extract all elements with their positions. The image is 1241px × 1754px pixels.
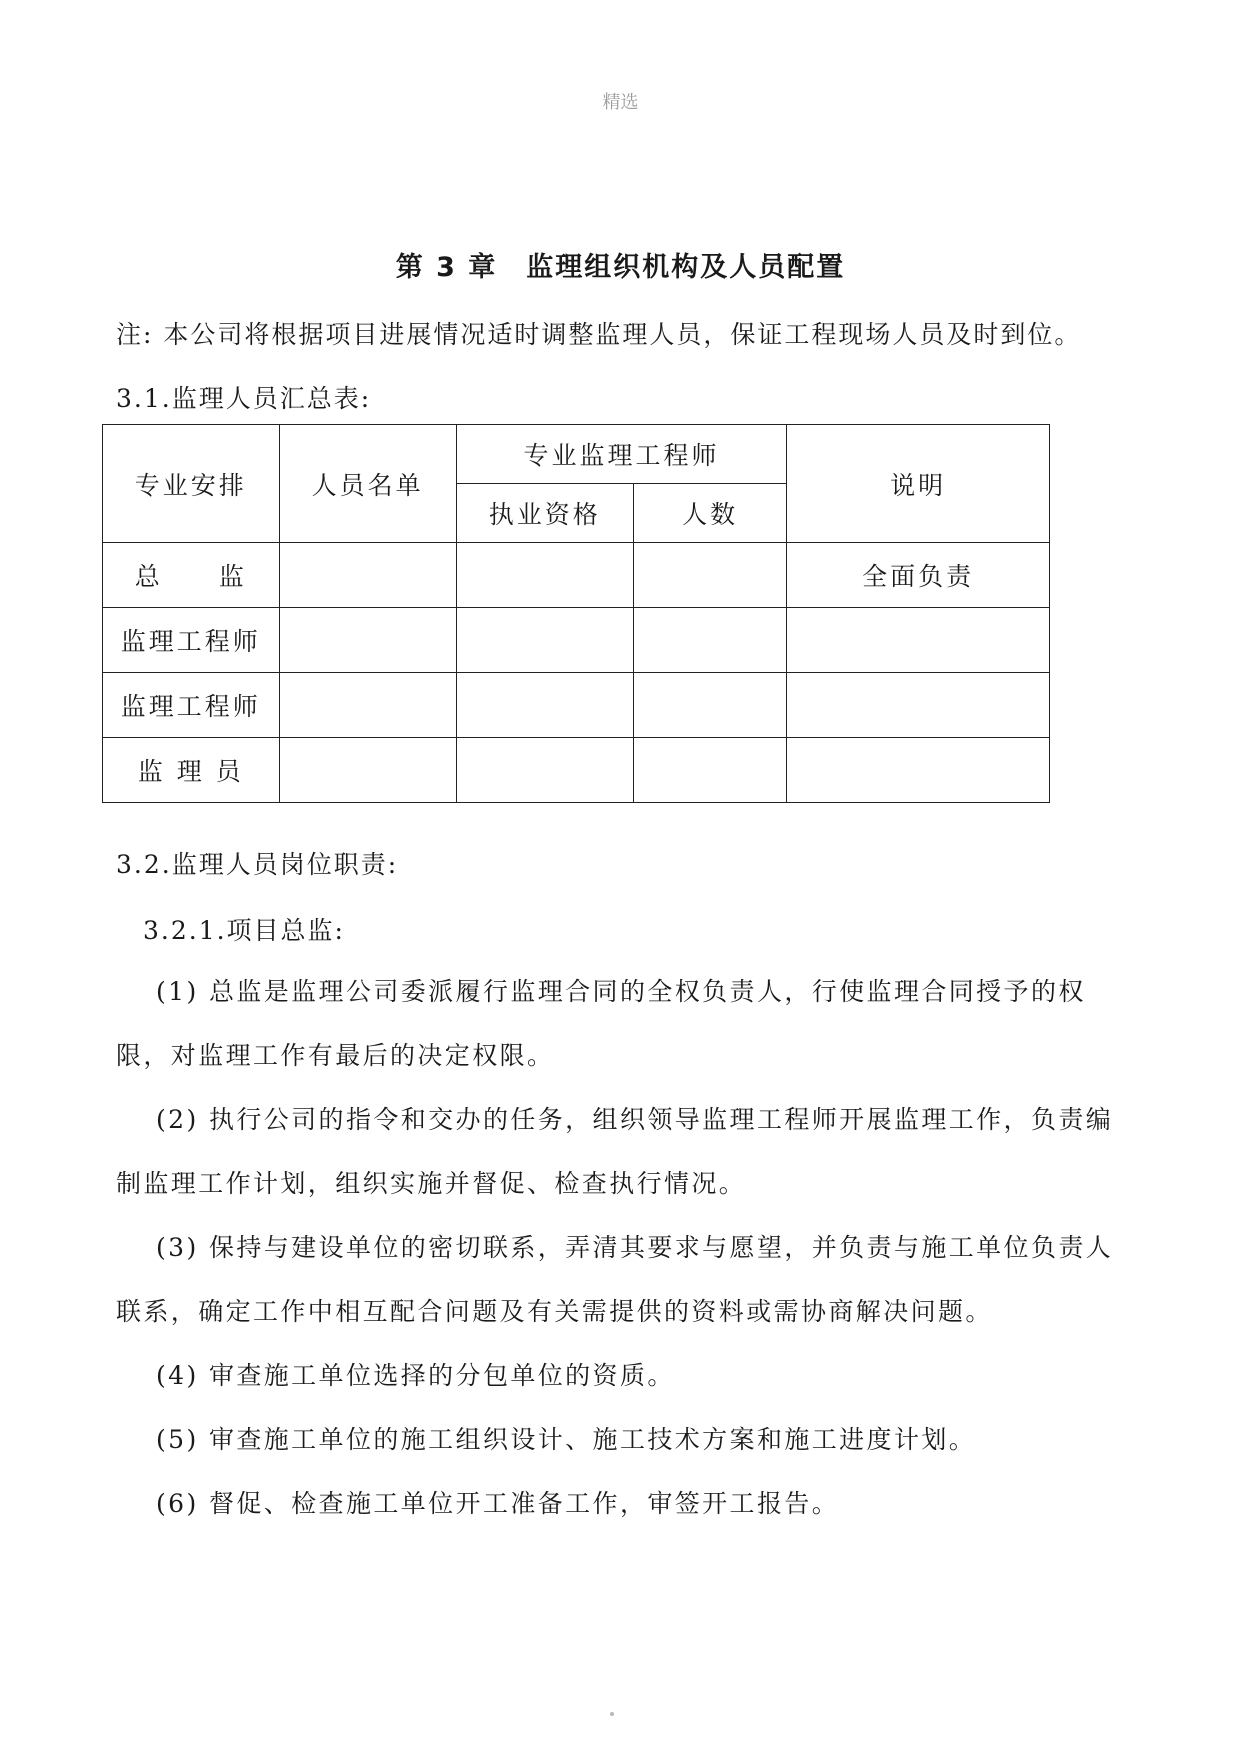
cell-roster — [279, 543, 456, 608]
header-qualification: 执业资格 — [456, 484, 633, 543]
cell-role: 监 理 员 — [103, 738, 280, 803]
cell-roster — [279, 738, 456, 803]
duty-item-text: (2) 执行公司的指令和交办的任务，组织领导监理工程师开展监理工作，负责编制监理工作计划，组织实施并督促、检查执行情况。 — [116, 1105, 1114, 1198]
section-3-2-1-heading: 3.2.1.项目总监: — [143, 916, 345, 945]
header-remarks: 说明 — [787, 425, 1050, 543]
cell-remarks — [787, 673, 1050, 738]
cell-role: 监理工程师 — [103, 673, 280, 738]
cell-count — [633, 673, 786, 738]
cell-count — [633, 608, 786, 673]
duty-item-text: (6) 督促、检查施工单位开工准备工作，审签开工报告。 — [156, 1489, 840, 1518]
header-mark: 精选 — [602, 92, 639, 113]
chapter-title: 第 3 章 监理组织机构及人员配置 — [395, 252, 846, 283]
header-engineer-group: 专业监理工程师 — [456, 425, 787, 484]
duty-item-6 — [116, 1472, 1136, 1536]
table-row — [103, 608, 1050, 673]
header-arrangement: 专业安排 — [103, 425, 280, 543]
table-row — [103, 673, 1050, 738]
duty-item-1 — [116, 960, 1136, 1088]
header-count: 人数 — [633, 484, 786, 543]
note-text: 注: 本公司将根据项目进展情况适时调整监理人员，保证工程现场人员及时到位。 — [116, 320, 1082, 349]
cell-role: 监理工程师 — [103, 608, 280, 673]
header-roster: 人员名单 — [279, 425, 456, 543]
duty-item-5 — [116, 1408, 1136, 1472]
cell-count — [633, 543, 786, 608]
duty-item-text: (1) 总监是监理公司委派履行监理合同的全权负责人，行使监理合同授予的权限，对监理工作有最后的决定权限。 — [116, 977, 1086, 1070]
cell-qualification — [456, 673, 633, 738]
duty-item-text: (5) 审查施工单位的施工组织设计、施工技术方案和施工进度计划。 — [156, 1425, 977, 1454]
section-3-1-heading: 3.1.监理人员汇总表: — [116, 384, 372, 413]
cell-qualification — [456, 738, 633, 803]
cell-remarks — [787, 608, 1050, 673]
table-row — [103, 738, 1050, 803]
cell-roster — [279, 673, 456, 738]
duty-item-3 — [116, 1216, 1136, 1344]
cell-qualification — [456, 608, 633, 673]
duty-item-text: (4) 审查施工单位选择的分包单位的资质。 — [156, 1361, 675, 1390]
section-3-2-heading: 3.2.监理人员岗位职责: — [116, 850, 399, 879]
duty-item-text: (3) 保持与建设单位的密切联系，弄清其要求与愿望，并负责与施工单位负责人联系，确定工作中相互配合问题及有关需提供的资料或需协商解决问题。 — [116, 1233, 1114, 1326]
staff-summary-table — [102, 424, 1050, 803]
cell-qualification — [456, 543, 633, 608]
cell-remarks — [787, 738, 1050, 803]
cell-count — [633, 738, 786, 803]
cell-roster — [279, 608, 456, 673]
duty-item-4 — [116, 1344, 1136, 1408]
table-row — [103, 543, 1050, 608]
footer-dot — [610, 1712, 614, 1716]
duty-item-2 — [116, 1088, 1136, 1216]
cell-remarks: 全面负责 — [787, 543, 1050, 608]
cell-role: 总 监 — [103, 543, 280, 608]
